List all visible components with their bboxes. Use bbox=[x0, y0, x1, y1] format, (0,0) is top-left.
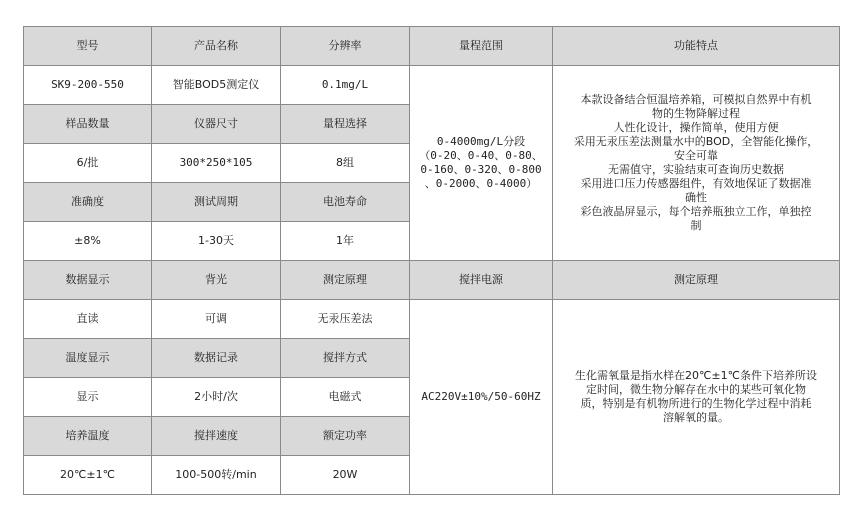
header-resolution: 分辨率 bbox=[281, 27, 410, 66]
feature-line: 采用进口压力传感器组件，有效地保证了数据准 bbox=[580, 177, 812, 190]
cell-temp-display: 显示 bbox=[24, 378, 152, 417]
header-stir-mode: 搅拌方式 bbox=[281, 339, 410, 378]
header-range-select: 量程选择 bbox=[281, 105, 410, 144]
feature-line: 人性化设计，操作简单，使用方便 bbox=[613, 121, 779, 134]
header-dimensions: 仪器尺寸 bbox=[152, 105, 281, 144]
range-line: 、0-2000、0-4000） bbox=[424, 177, 538, 190]
feature-line: 无需值守，实验结束可查询历史数据 bbox=[608, 163, 784, 176]
header-data-record: 数据记录 bbox=[152, 339, 281, 378]
feature-line: 安全可靠 bbox=[674, 149, 718, 162]
principle-line: 生化需氧量是指水样在20℃±1℃条件下培养所设 bbox=[575, 369, 817, 382]
table-row bbox=[24, 66, 840, 105]
cell-product-name: 智能BOD5测定仪 bbox=[152, 66, 281, 105]
header-model: 型号 bbox=[24, 27, 152, 66]
cell-resolution: 0.1mg/L bbox=[281, 66, 410, 105]
header-stir-power: 搅拌电源 bbox=[410, 261, 553, 300]
cell-features bbox=[553, 66, 840, 261]
cell-dimensions: 300*250*105 bbox=[152, 144, 281, 183]
cell-stir-speed: 100-500转/min bbox=[152, 456, 281, 495]
cell-battery-life: 1年 bbox=[281, 222, 410, 261]
spec-table bbox=[23, 26, 840, 495]
header-sample-count: 样品数量 bbox=[24, 105, 152, 144]
header-principle: 测定原理 bbox=[281, 261, 410, 300]
table-row bbox=[24, 261, 840, 300]
cell-principle-desc bbox=[553, 300, 840, 495]
feature-line: 制 bbox=[690, 219, 702, 232]
header-range: 量程范围 bbox=[410, 27, 553, 66]
cell-range-select: 8组 bbox=[281, 144, 410, 183]
cell-culture-temp: 20℃±1℃ bbox=[24, 456, 152, 495]
header-battery-life: 电池寿命 bbox=[281, 183, 410, 222]
header-principle-desc: 测定原理 bbox=[553, 261, 840, 300]
header-backlight: 背光 bbox=[152, 261, 281, 300]
cell-test-cycle: 1-30天 bbox=[152, 222, 281, 261]
cell-rated-power: 20W bbox=[281, 456, 410, 495]
principle-line: 质，特别是有机物所进行的生物化学过程中消耗 bbox=[580, 397, 812, 410]
header-data-display: 数据显示 bbox=[24, 261, 152, 300]
feature-line: 采用无汞压差法测量水中的BOD，全智能化操作， bbox=[573, 135, 819, 148]
cell-stir-mode: 电磁式 bbox=[281, 378, 410, 417]
feature-line: 本款设备结合恒温培养箱，可模拟自然界中有机 bbox=[580, 93, 812, 106]
feature-line: 物的生物降解过程 bbox=[652, 107, 740, 120]
header-features: 功能特点 bbox=[553, 27, 840, 66]
range-line: 0-160、0-320、0-800 bbox=[420, 163, 542, 176]
cell-backlight: 可调 bbox=[152, 300, 281, 339]
header-accuracy: 准确度 bbox=[24, 183, 152, 222]
cell-stir-power: AC220V±10%/50-60HZ bbox=[410, 300, 553, 495]
cell-accuracy: ±8% bbox=[24, 222, 152, 261]
header-stir-speed: 搅拌速度 bbox=[152, 417, 281, 456]
header-test-cycle: 测试周期 bbox=[152, 183, 281, 222]
feature-line: 彩色液晶屏显示，每个培养瓶独立工作，单独控 bbox=[580, 205, 812, 218]
cell-data-record: 2小时/次 bbox=[152, 378, 281, 417]
table-row bbox=[24, 300, 840, 339]
header-temp-display: 温度显示 bbox=[24, 339, 152, 378]
cell-principle: 无汞压差法 bbox=[281, 300, 410, 339]
cell-sample-count: 6/批 bbox=[24, 144, 152, 183]
header-culture-temp: 培养温度 bbox=[24, 417, 152, 456]
principle-line: 定时间，微生物分解存在水中的某些可氧化物 bbox=[586, 383, 806, 396]
cell-model: SK9-200-550 bbox=[24, 66, 152, 105]
range-line: （0-20、0-40、0-80、 bbox=[419, 149, 543, 162]
range-line: 0-4000mg/L分段 bbox=[436, 135, 526, 148]
header-product-name: 产品名称 bbox=[152, 27, 281, 66]
table-row bbox=[24, 27, 840, 66]
feature-line: 确性 bbox=[685, 191, 707, 204]
principle-line: 溶解氧的量。 bbox=[663, 411, 729, 424]
header-rated-power: 额定功率 bbox=[281, 417, 410, 456]
cell-range bbox=[410, 66, 553, 261]
cell-data-display: 直读 bbox=[24, 300, 152, 339]
